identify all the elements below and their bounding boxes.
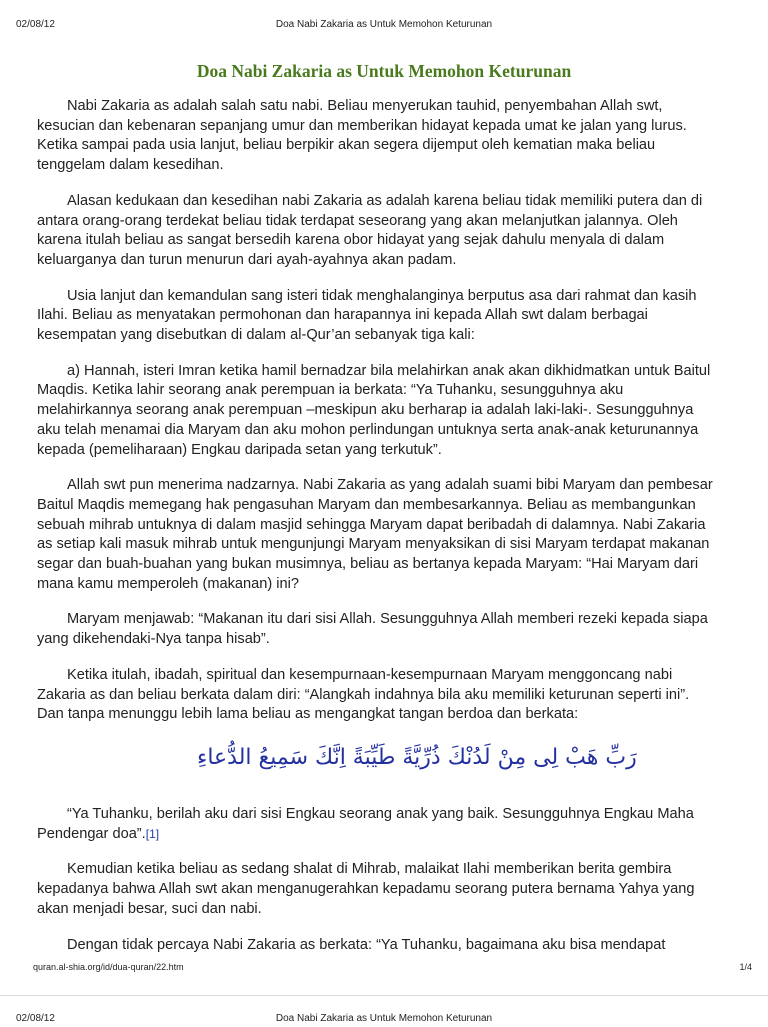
print-header (0, 19, 768, 33)
next-page-header (0, 1013, 768, 1027)
page-title: Doa Nabi Zakaria as Untuk Memohon Keturunan (196, 61, 572, 81)
source-url: quran.al-shia.org/id/dua-quran/22.htm (33, 962, 184, 972)
print-header-title: Doa Nabi Zakaria as Untuk Memohon Keturunan (275, 19, 493, 30)
next-page-date: 02/08/12 (16, 1013, 55, 1024)
paragraph-1: Nabi Zakaria as adalah salah satu nabi. Beliau menyerukan tauhid, penyembahan Allah swt, kesucian dan kebenaran sepanjang umur dan memberikan hidayat kepada umat ke jalan yang lurus. Ketika sampai pada usia lanjut, beliau berpikir akan segera dijemput oleh kematian maka beliau tenggelam dalam kesedihan. (37, 98, 687, 174)
paragraph-3: Usia lanjut dan kemandulan sang isteri tidak menghalanginya berputus asa dari rahmat dan kasih Ilahi. Beliau as menyatakan permohonan dan harapannya ini kepada Allah swt dalam berbagai kesempatan yang disebutkan di dalam al-Qur’an sebanyak tiga kali: (37, 287, 697, 344)
page-number: 1/4 (739, 962, 752, 972)
arabic-verse: رَبِّ هَبْ لِى مِنْ لَدُنْكَ ذُرِّيَّةً طَيِّبَةً اِنَّكَ سَمِيعُ الدُّعاءِ (197, 744, 637, 770)
print-date: 02/08/12 (16, 19, 55, 30)
next-page-header-title: Doa Nabi Zakaria as Untuk Memohon Keturunan (275, 1013, 493, 1024)
translation-paragraph (37, 805, 715, 844)
translation-text: “Ya Tuhanku, berilah aku dari sisi Engkau seorang anak yang baik. Sesungguhnya Engkau Maha Pendengar doa”. (37, 805, 694, 842)
paragraph-6: Maryam menjawab: “Makanan itu dari sisi Allah. Sesungguhnya Allah memberi rezeki kepada siapa yang dikehendaki-Nya tanpa hisab”. (37, 611, 708, 648)
paragraph-5: Allah swt pun menerima nadzarnya. Nabi Zakaria as yang adalah suami bibi Maryam dan pembesar Baitul Maqdis memegang hak pengasuhan Maryam dan membesarkannya. Beliau as membangunkan sebuah mihrab untuknya di dalam masjid sehingga Maryam dapat beribadah di dalamnya. Nabi Zakaria as setiap kali masuk mihrab untuk mengunjungi Maryam menyaksikan di sisi Maryam terdapat makanan segar dan buah-buahan yang bukan musimnya, beliau as bertanya kepada Maryam: “Hai Maryam dari mana kamu memperoleh (makanan) ini? (37, 477, 713, 592)
page-separator (0, 995, 768, 996)
article-body (37, 97, 715, 971)
paragraph-7: Ketika itulah, ibadah, spiritual dan kesempurnaan-kesempurnaan Maryam menggoncang nabi Zakaria as dan beliau berkata dalam diri: “Alangkah indahnya bila aku memiliki keturunan seperti ini”. Dan tanpa menunggu lebih lama beliau as mengangkat tangan berdoa dan berkata: (37, 666, 690, 723)
paragraph-8: Kemudian ketika beliau as sedang shalat di Mihrab, malaikat Ilahi memberikan berita gembira kepadanya bahwa Allah swt akan menganugerahkan kepadamu seorang putera bernama Yahya yang akan menjadi besar, suci dan nabi. (37, 861, 695, 917)
print-footer (0, 962, 768, 976)
paragraph-2: Alasan kedukaan dan kesedihan nabi Zakaria as adalah karena beliau tidak memiliki putera dan di antara orang-orang terdekat beliau tidak terdapat seseorang yang akan melanjutkan jalannya. Oleh karena itulah beliau as sangat bersedih karena obor hidayat yang sejak dahulu menyala di dalam keluarganya dan turun menurun dari ayah-ayahnya akan padam. (37, 192, 703, 268)
paragraph-4: a) Hannah, isteri Imran ketika hamil bernadzar bila melahirkan anak akan dikhidmatkan untuk Baitul Maqdis. Ketika lahir seorang anak perempuan ia berkata: “Ya Tuhanku, sesungguhnya aku melahirkannya seorang anak perempuan –meskipun aku berharap ia adalah laki-laki-. Sesungguhnya aku telah menamai dia Maryam dan aku mohon perlindungan untuknya serta anak-anak keturunannya kepada (pemeliharaan) Engkau daripada setan yang terkutuk”. (37, 362, 711, 458)
paragraph-9: Dengan tidak percaya Nabi Zakaria as berkata: “Ya Tuhanku, bagaimana aku bisa mendapat (67, 936, 666, 953)
footnote-link[interactable]: [1] (145, 826, 160, 841)
